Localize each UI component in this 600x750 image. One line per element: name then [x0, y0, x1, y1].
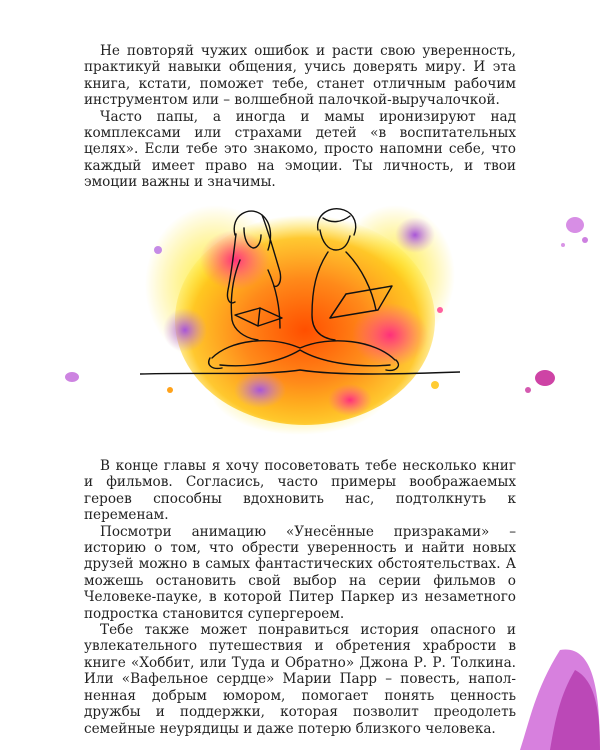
paint-splat: [60, 365, 85, 390]
top-text-block: [84, 43, 516, 191]
bottom-text-block: [84, 458, 516, 737]
watercolor-splash: [145, 205, 455, 435]
paragraph: Часто папы, а иногда и мамы иронизируют над комплексами или страхами детей «в воспитательных целях». Если тебе это знакомо, просто напомни себе, что каждый имеет право на эмоции. Ты личность, и твои эмоции важны и значимы.: [84, 108, 516, 191]
paragraph: Не повторяй чужих ошибок и расти свою уверенность, практикуй навыки общения, учись доверять миру. И эта книга, кстати, поможет тебе, станет отличным рабочим инструментом или – волшебной палочкой-выручалочкой.: [84, 43, 516, 109]
paint-splat: [520, 360, 565, 400]
watercolor-illustration: [140, 190, 460, 435]
paint-splat: [555, 205, 595, 255]
paragraph: Тебе также может понравиться история опасного и увлекательного путешествия и обретения храбрости в книге «Хоббит, или Туда и Обратно» Джона Р. Р. Толкина. Или «Вафельное сердце» Марии Парр – повесть, наполненная добрым юмором, помогает понять ценность дружбы и поддержки, которая позволит преодолеть семейные неурядицы и даже потерю близкого человека.: [84, 622, 516, 737]
paragraph: Посмотри анимацию «Унесённые призраками» – историю о том, что обрести уверенность и найти новых друзей можно в самых фантастических обстоятельствах. А можешь остановить свой выбор на серии фильмов о Человеке-пауке, в которой Питер Паркер из незаметного подростка становится супергероем.: [84, 523, 516, 622]
paragraph: В конце главы я хочу посоветовать тебе несколько книг и фильмов. Согласись, часто примеры воображаемых героев способны вдохновить нас, подтолкнуть к переменам.: [84, 458, 516, 524]
